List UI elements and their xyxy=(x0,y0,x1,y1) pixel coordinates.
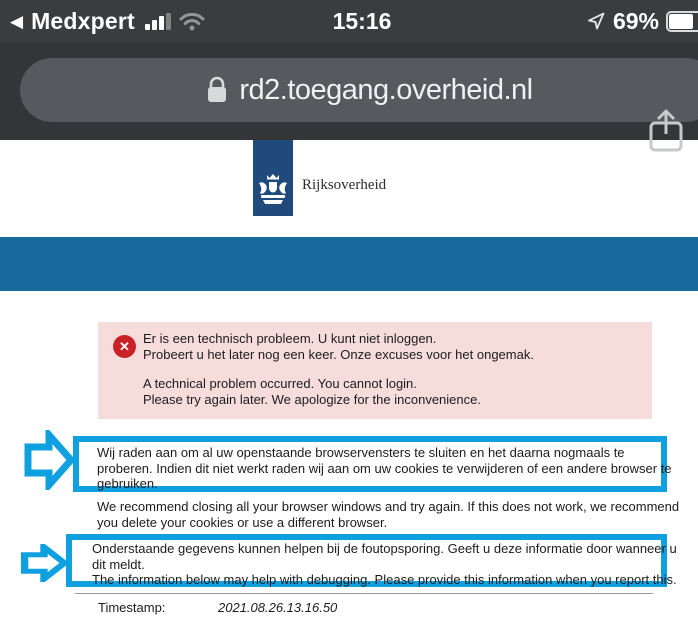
url-text: rd2.toegang.overheid.nl xyxy=(239,73,533,106)
timestamp-value: 2021.08.26.13.16.50 xyxy=(218,600,338,615)
error-en-line: A technical problem occurred. You cannot login. xyxy=(143,376,417,391)
back-triangle-icon: ◀ xyxy=(10,11,24,31)
ios-status-bar xyxy=(0,0,698,42)
debug-text xyxy=(72,540,677,588)
debug-line: The information below may help with debugging. Please provide this information when you report this. xyxy=(92,572,677,587)
error-nl-line: Er is een technisch probleem. U kunt niet inloggen. xyxy=(143,331,437,346)
share-button[interactable] xyxy=(646,108,686,154)
rijksoverheid-crest-icon xyxy=(257,173,289,213)
annotation-arrow-icon xyxy=(23,430,75,490)
status-bar-right xyxy=(586,0,698,42)
logo-wordmark: Rijksoverheid xyxy=(302,177,387,193)
advice-nl-text xyxy=(79,442,672,492)
highlighted-advice-box-nl xyxy=(73,436,672,492)
advice-nl-line: Wij raden aan om al uw openstaande browservensters te sluiten en het daarna nogmaals te xyxy=(97,445,625,460)
lock-icon xyxy=(205,75,229,105)
header-blue-bar xyxy=(0,237,698,291)
error-text xyxy=(143,331,534,407)
battery-percentage: 69% xyxy=(612,7,659,34)
url-field[interactable] xyxy=(20,58,698,122)
highlighted-debug-box xyxy=(66,534,677,587)
status-bar-time: 15:16 xyxy=(332,7,392,34)
error-x-icon: ✕ xyxy=(113,335,136,358)
advice-en-line: We recommend closing all your browser windows and try again. If this does not work, we recommend xyxy=(97,499,680,514)
error-message-box xyxy=(98,322,652,419)
timestamp-label: Timestamp: xyxy=(98,600,166,615)
rijksoverheid-logo[interactable] xyxy=(253,140,293,216)
advice-en-text xyxy=(97,499,679,530)
location-arrow-icon xyxy=(586,11,606,31)
advice-nl-line: proberen. Indien dit niet werkt raden wij aan om uw cookies te verwijderen of een andere browser te xyxy=(97,460,672,476)
annotation-arrow-icon xyxy=(20,544,68,582)
debug-line: dit meldt. xyxy=(92,556,145,572)
advice-en-line: you delete your cookies or use a different browser. xyxy=(97,514,388,530)
footer-divider xyxy=(75,593,653,594)
previous-app-name: Medxpert xyxy=(31,7,135,34)
share-icon xyxy=(646,108,686,154)
battery-icon xyxy=(666,11,698,32)
error-en-line: Please try again later. We apologize for the inconvenience. xyxy=(143,391,481,407)
advice-nl-line: gebruiken. xyxy=(97,476,158,491)
debug-line: Onderstaande gegevens kunnen helpen bij de foutopsporing. Geeft u deze informatie door wanneer u xyxy=(92,541,677,556)
error-nl-line: Probeert u het later nog een keer. Onze excuses voor het ongemak. xyxy=(143,346,534,362)
safari-address-bar xyxy=(0,42,698,140)
